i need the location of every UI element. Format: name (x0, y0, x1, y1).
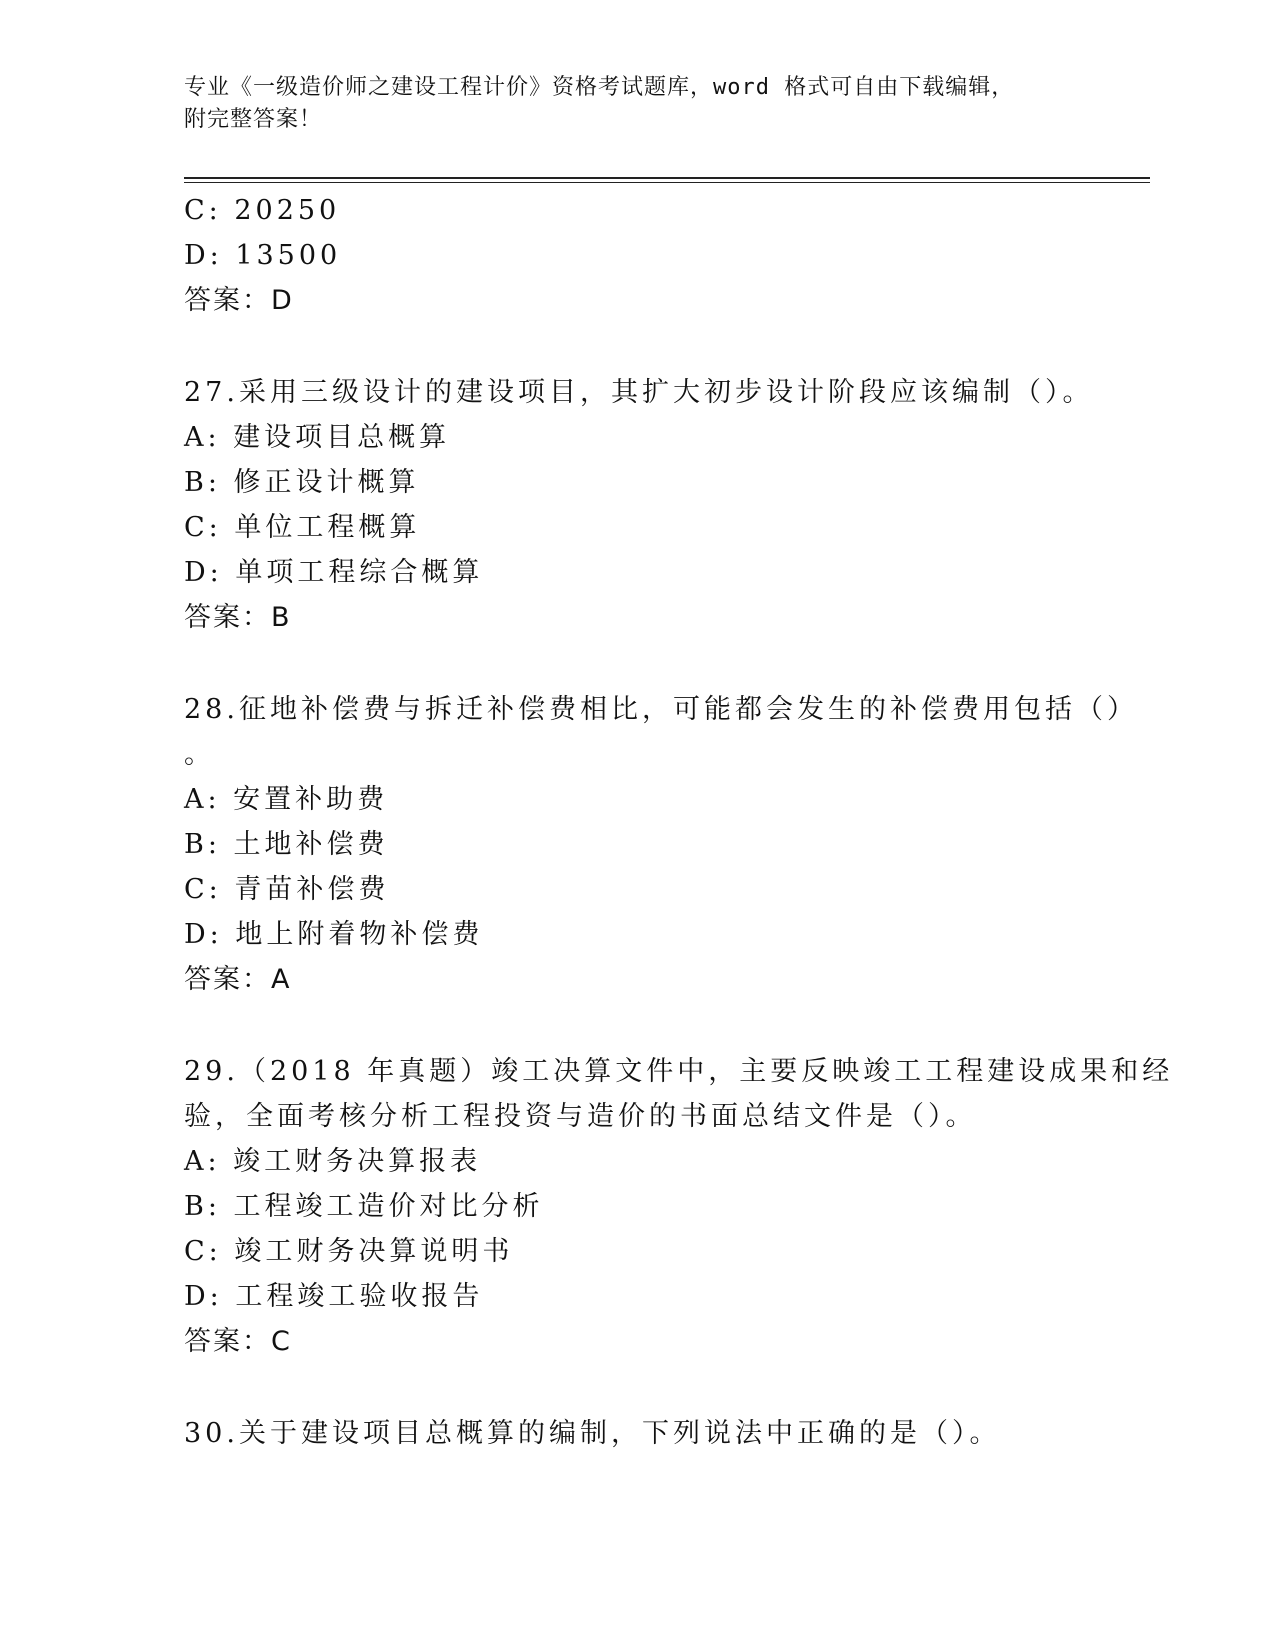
option-a: A: 竣工财务决算报表 (184, 1146, 482, 1177)
option-d: D: 单项工程综合概算 (184, 557, 484, 588)
answer-line: 答案：A (184, 964, 292, 995)
question-stem: 30.关于建设项目总概算的编制，下列说法中正确的是（）。 (184, 1418, 1001, 1449)
question-29 (184, 1049, 1174, 1364)
answer-line: 答案：B (184, 602, 292, 633)
question-27 (184, 370, 1094, 640)
question-list (184, 188, 1174, 1456)
option-b: B: 土地补偿费 (184, 829, 389, 860)
question-26-tail (184, 188, 1084, 323)
question-stem: 28.征地补偿费与拆迁补偿费相比，可能都会发生的补偿费用包括（） (184, 694, 1138, 725)
option-d: D: 工程竣工验收报告 (184, 1281, 484, 1312)
option-d: D: 地上附着物补偿费 (184, 919, 484, 950)
question-stem: 29.（2018 年真题）竣工决算文件中，主要反映竣工工程建设成果和经 (184, 1056, 1174, 1087)
question-28 (184, 687, 1138, 1002)
header-line-2: 附完整答案！ (184, 107, 323, 132)
answer-line: 答案：C (184, 1326, 292, 1357)
option-a: A: 安置补助费 (184, 784, 389, 815)
question-30 (184, 1411, 1084, 1456)
option-b: B: 修正设计概算 (184, 467, 420, 498)
question-stem-cont: 验，全面考核分析工程投资与造价的书面总结文件是（）。 (184, 1101, 977, 1132)
header-line-1: 专业《一级造价师之建设工程计价》资格考试题库，word 格式可自由下载编辑， (184, 75, 1015, 100)
header-divider-thin (184, 182, 1150, 183)
option-c: C: 单位工程概算 (184, 512, 421, 543)
question-stem-cont: 。 (184, 739, 215, 770)
question-stem: 27.采用三级设计的建设项目，其扩大初步设计阶段应该编制（）。 (184, 377, 1094, 408)
header-divider (184, 177, 1150, 179)
document-header (184, 72, 1084, 136)
answer-line: 答案：D (184, 285, 294, 316)
option-c: C: 20250 (184, 195, 341, 226)
option-c: C: 竣工财务决算说明书 (184, 1236, 514, 1267)
option-c: C: 青苗补偿费 (184, 874, 390, 905)
option-b: B: 工程竣工造价对比分析 (184, 1191, 544, 1222)
option-a: A: 建设项目总概算 (184, 422, 451, 453)
option-d: D: 13500 (184, 240, 342, 271)
